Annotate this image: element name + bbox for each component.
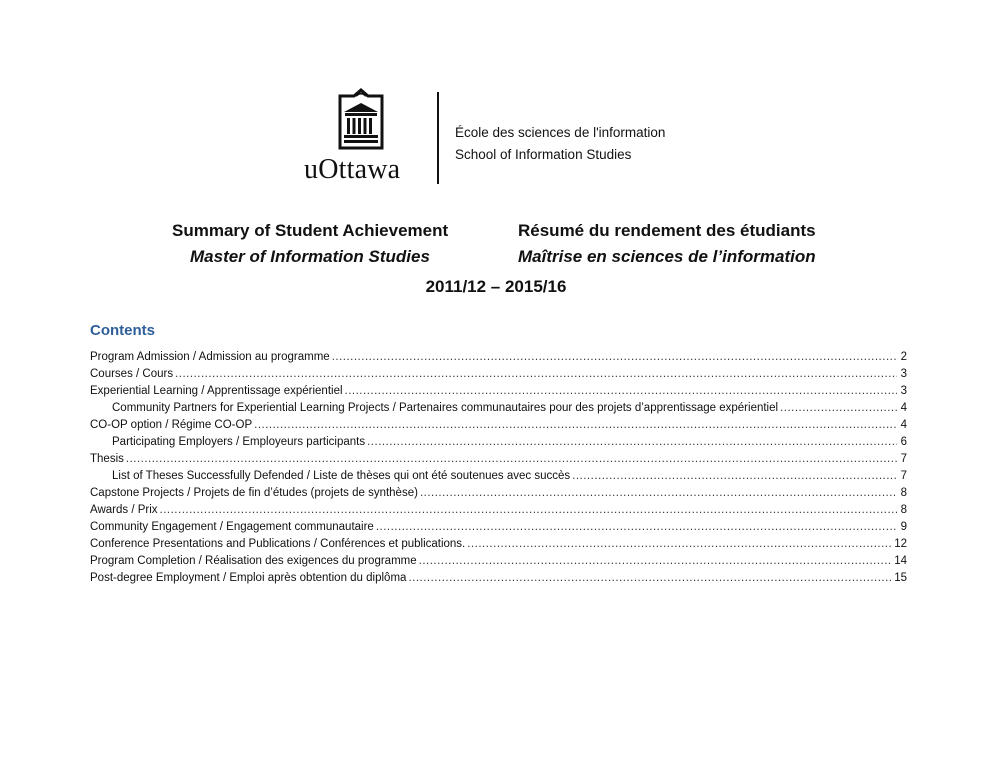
toc-entry-title: Participating Employers / Employeurs participants bbox=[112, 436, 366, 448]
toc-dot-leader bbox=[160, 502, 897, 519]
toc-dot-leader bbox=[408, 570, 892, 587]
toc-entry-title: Experiential Learning / Apprentissage expérientiel bbox=[90, 385, 343, 397]
toc-entry-page: 15 bbox=[894, 572, 907, 584]
toc-entry[interactable] bbox=[90, 400, 907, 417]
toc-dot-leader bbox=[367, 434, 897, 451]
toc-entry[interactable] bbox=[90, 468, 907, 485]
toc-dot-leader bbox=[572, 468, 897, 485]
toc-entry-page: 14 bbox=[894, 555, 907, 567]
title-en-line2: Master of Information Studies bbox=[190, 247, 430, 266]
reporting-period: 2011/12 – 2015/16 bbox=[425, 277, 567, 296]
toc-entry-page: 3 bbox=[900, 368, 907, 380]
toc-entry-page: 8 bbox=[900, 504, 907, 516]
toc-entry-page: 7 bbox=[900, 470, 907, 482]
toc-entry[interactable] bbox=[90, 383, 907, 400]
toc-entry[interactable] bbox=[90, 349, 907, 366]
title-fr-line2: Maîtrise en sciences de l’information bbox=[518, 247, 816, 266]
toc-entry-title: Awards / Prix bbox=[90, 504, 158, 516]
contents-heading: Contents bbox=[90, 322, 155, 339]
title-en-line1: Summary of Student Achievement bbox=[172, 221, 449, 240]
logo-divider bbox=[437, 92, 439, 184]
toc-entry[interactable] bbox=[90, 570, 907, 587]
toc-entry[interactable] bbox=[90, 434, 907, 451]
school-name bbox=[455, 122, 665, 166]
toc-entry-title: Community Engagement / Engagement communautaire bbox=[90, 521, 374, 533]
toc-entry-page: 12 bbox=[894, 538, 907, 550]
toc-entry[interactable] bbox=[90, 553, 907, 570]
header-logo-block bbox=[300, 88, 720, 188]
school-name-fr: École des sciences de l'information bbox=[455, 125, 666, 140]
school-name-en: School of Information Studies bbox=[455, 147, 632, 162]
toc-dot-leader bbox=[332, 349, 897, 366]
toc-entry-title: CO-OP option / Régime CO-OP bbox=[90, 419, 253, 431]
toc-entry-title: Program Completion / Réalisation des exigences du programme bbox=[90, 555, 417, 567]
toc-dot-leader bbox=[780, 400, 897, 417]
toc-entry-title: Capstone Projects / Projets de fin d’études (projets de synthèse) bbox=[90, 487, 418, 499]
toc-entry-title: List of Theses Successfully Defended / Liste de thèses qui ont été soutenues avec succès bbox=[112, 470, 571, 482]
toc-entry-page: 8 bbox=[900, 487, 907, 499]
title-english bbox=[172, 218, 448, 270]
uottawa-logo-text: uOttawa bbox=[304, 154, 401, 185]
toc-entry[interactable] bbox=[90, 536, 907, 553]
toc-entry-page: 4 bbox=[900, 402, 907, 414]
toc-entry-title: Post-degree Employment / Emploi après obtention du diplôma bbox=[90, 572, 407, 584]
university-crest-icon bbox=[330, 88, 392, 152]
toc-entry-page: 9 bbox=[900, 521, 907, 533]
table-of-contents bbox=[90, 349, 907, 587]
toc-entry[interactable] bbox=[90, 502, 907, 519]
toc-dot-leader bbox=[419, 553, 893, 570]
toc-entry-page: 6 bbox=[900, 436, 907, 448]
toc-entry-title: Courses / Cours bbox=[90, 368, 174, 380]
toc-dot-leader bbox=[345, 383, 897, 400]
toc-dot-leader bbox=[420, 485, 897, 502]
toc-entry-page: 7 bbox=[900, 453, 907, 465]
toc-entry[interactable] bbox=[90, 519, 907, 536]
toc-entry[interactable] bbox=[90, 366, 907, 383]
toc-entry-title: Thesis bbox=[90, 453, 124, 465]
toc-entry[interactable] bbox=[90, 485, 907, 502]
toc-dot-leader bbox=[175, 366, 897, 383]
toc-entry-title: Conference Presentations and Publications / Conférences et publications. bbox=[90, 538, 466, 550]
toc-dot-leader bbox=[126, 451, 897, 468]
toc-dot-leader bbox=[467, 536, 892, 553]
toc-dot-leader bbox=[254, 417, 897, 434]
toc-entry-page: 2 bbox=[900, 351, 907, 363]
toc-entry-title: Community Partners for Experiential Learning Projects / Partenaires communautaires pour des projets d’apprentissage expérientiel bbox=[112, 402, 779, 414]
toc-dot-leader bbox=[376, 519, 897, 536]
toc-entry-title: Program Admission / Admission au programme bbox=[90, 351, 330, 363]
toc-entry[interactable] bbox=[90, 417, 907, 434]
toc-entry-page: 3 bbox=[900, 385, 907, 397]
title-french bbox=[518, 218, 816, 270]
toc-entry-page: 4 bbox=[900, 419, 907, 431]
toc-entry[interactable] bbox=[90, 451, 907, 468]
title-fr-line1: Résumé du rendement des étudiants bbox=[518, 221, 816, 240]
